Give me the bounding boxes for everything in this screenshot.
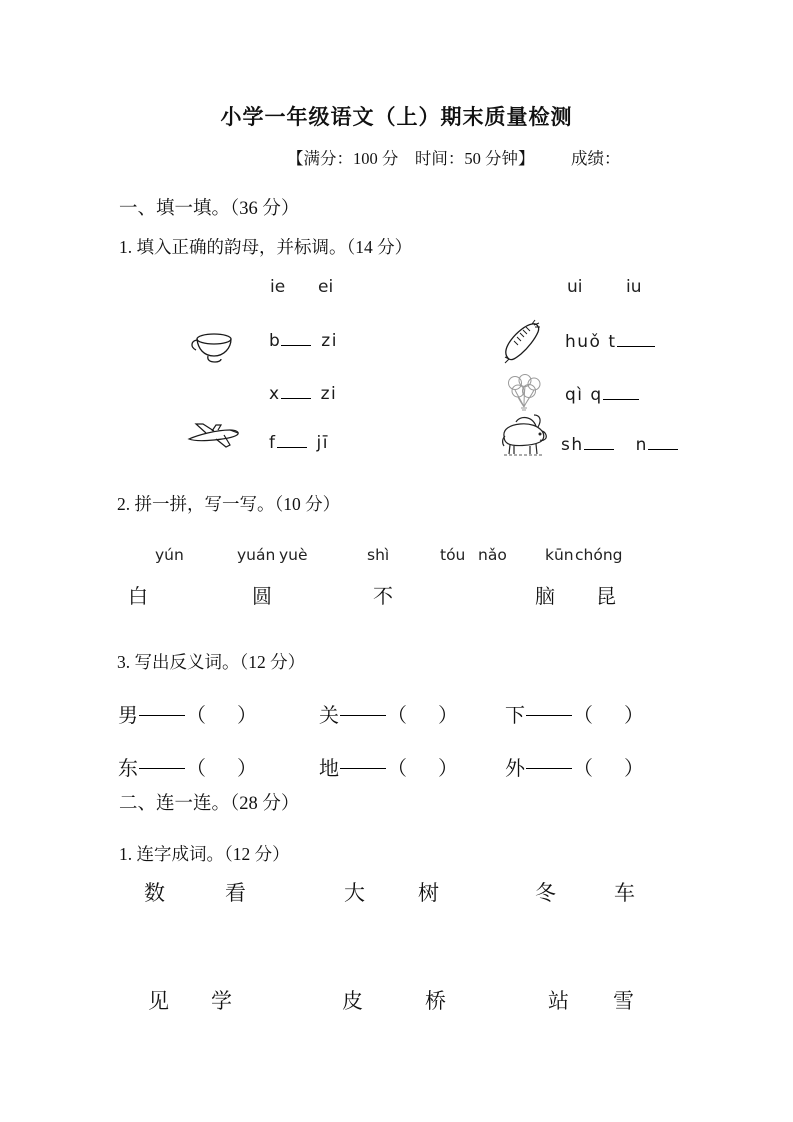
antonym-char: 外 xyxy=(505,758,525,780)
answer-blank xyxy=(648,433,678,450)
match-char-xue: 学 xyxy=(211,989,233,1013)
part2-q1-heading: 1. 连字成词。（12 分） xyxy=(119,844,290,864)
hanzi-nao: 脑 xyxy=(535,586,555,608)
antonym-char: 地 xyxy=(319,758,339,780)
antonym-char: 关 xyxy=(319,705,339,727)
paren-open: （ xyxy=(573,758,593,780)
pinyin-item-xiezi xyxy=(269,382,337,404)
dash-line xyxy=(340,715,386,716)
pinyin-item-shuiniu xyxy=(561,433,678,455)
match-char-pi: 皮 xyxy=(342,989,364,1013)
match-char-da: 大 xyxy=(344,881,366,905)
paren-close: ） xyxy=(237,758,257,780)
answer-blank xyxy=(281,329,311,346)
pinyin-pre: huǒ t xyxy=(565,332,617,353)
pinyin-tou: tóu xyxy=(440,546,466,564)
pinyin-mid: n xyxy=(635,435,648,456)
match-char-zhan: 站 xyxy=(548,989,570,1013)
score-label: 成绩： xyxy=(571,149,621,168)
part2-heading: 二、连一连。（28 分） xyxy=(119,794,300,814)
antonym-cell-nan xyxy=(118,699,257,728)
dash-line xyxy=(526,715,572,716)
pinyin-chong: chóng xyxy=(575,546,623,564)
pinyin-nao: nǎo xyxy=(478,546,507,564)
dash-line xyxy=(340,768,386,769)
pinyin-post: jī xyxy=(316,433,329,454)
pinyin-item-feiji xyxy=(269,431,329,453)
match-char-shu2: 树 xyxy=(418,881,440,905)
match-char-shu: 数 xyxy=(144,881,166,905)
teacup-image xyxy=(188,330,234,368)
paren-open: （ xyxy=(186,758,206,780)
antonym-cell-guan xyxy=(319,699,458,728)
choice-iu: iu xyxy=(626,277,642,297)
antonym-char: 下 xyxy=(505,705,525,727)
answer-blank xyxy=(603,383,639,400)
pinyin-pre: sh xyxy=(561,435,584,456)
match-char-kan: 看 xyxy=(225,881,247,905)
pinyin-shi: shì xyxy=(367,546,390,564)
hanzi-kun: 昆 xyxy=(596,586,616,608)
pinyin-item-qiqiu xyxy=(565,383,639,405)
pinyin-pre: qì q xyxy=(565,385,603,406)
match-char-dong: 冬 xyxy=(535,881,557,905)
paren-close: ） xyxy=(624,705,644,727)
pinyin-pre: b xyxy=(269,331,282,352)
paren-close: ） xyxy=(438,758,458,780)
antonym-char: 男 xyxy=(118,705,138,727)
answer-blank xyxy=(584,433,614,450)
dash-line xyxy=(139,715,185,716)
pinyin-pre: f xyxy=(269,433,277,454)
pinyin-pre: x xyxy=(269,384,281,405)
airplane-image xyxy=(186,418,242,452)
paren-open: （ xyxy=(387,758,407,780)
exam-meta: 【满分：100 分 时间：50 分钟】 xyxy=(287,149,535,168)
sausage-image xyxy=(502,318,542,365)
choice-ei: ei xyxy=(318,277,334,297)
antonym-char: 东 xyxy=(118,758,138,780)
antonym-cell-wai xyxy=(505,752,644,781)
antonym-cell-xia xyxy=(505,699,644,728)
page-title: 小学一年级语文（上）期末质量检测 xyxy=(220,106,573,129)
pinyin-post: zi xyxy=(321,331,338,352)
pinyin-yue: yuè xyxy=(279,546,308,564)
paren-close: ） xyxy=(438,705,458,727)
match-char-qiao: 桥 xyxy=(425,989,447,1013)
part1-q2-heading: 2. 拼一拼，写一写。（10 分） xyxy=(117,494,341,514)
choice-ie: ie xyxy=(270,277,286,297)
paren-close: ） xyxy=(624,758,644,780)
balloons-image xyxy=(504,374,544,412)
hanzi-yuan: 圆 xyxy=(252,586,272,608)
dash-line xyxy=(526,768,572,769)
dash-line xyxy=(139,768,185,769)
choice-ui: ui xyxy=(567,277,583,297)
part1-q3-heading: 3. 写出反义词。（12 分） xyxy=(117,652,306,672)
answer-blank xyxy=(617,330,655,347)
paren-open: （ xyxy=(186,705,206,727)
pinyin-yuan: yuán xyxy=(237,546,276,564)
paren-close: ） xyxy=(237,705,257,727)
pinyin-item-huotui xyxy=(565,330,655,352)
water-buffalo-image xyxy=(498,412,550,457)
paren-open: （ xyxy=(387,705,407,727)
antonym-cell-dong xyxy=(118,752,257,781)
antonym-cell-di xyxy=(319,752,458,781)
answer-blank xyxy=(281,382,311,399)
part1-q1-heading: 1. 填入正确的韵母，并标调。（14 分） xyxy=(119,237,413,257)
match-char-xue2: 雪 xyxy=(613,989,635,1013)
paren-open: （ xyxy=(573,705,593,727)
pinyin-post: zi xyxy=(320,384,338,405)
match-char-jian: 见 xyxy=(148,989,170,1013)
answer-blank xyxy=(277,431,307,448)
hanzi-bu: 不 xyxy=(373,586,393,608)
part1-heading: 一、填一填。（36 分） xyxy=(119,199,300,219)
pinyin-kun: kūn xyxy=(545,546,574,564)
match-char-che: 车 xyxy=(614,881,636,905)
hanzi-bai: 白 xyxy=(128,586,148,608)
pinyin-item-beizi xyxy=(269,329,338,351)
pinyin-yun: yún xyxy=(155,546,184,564)
